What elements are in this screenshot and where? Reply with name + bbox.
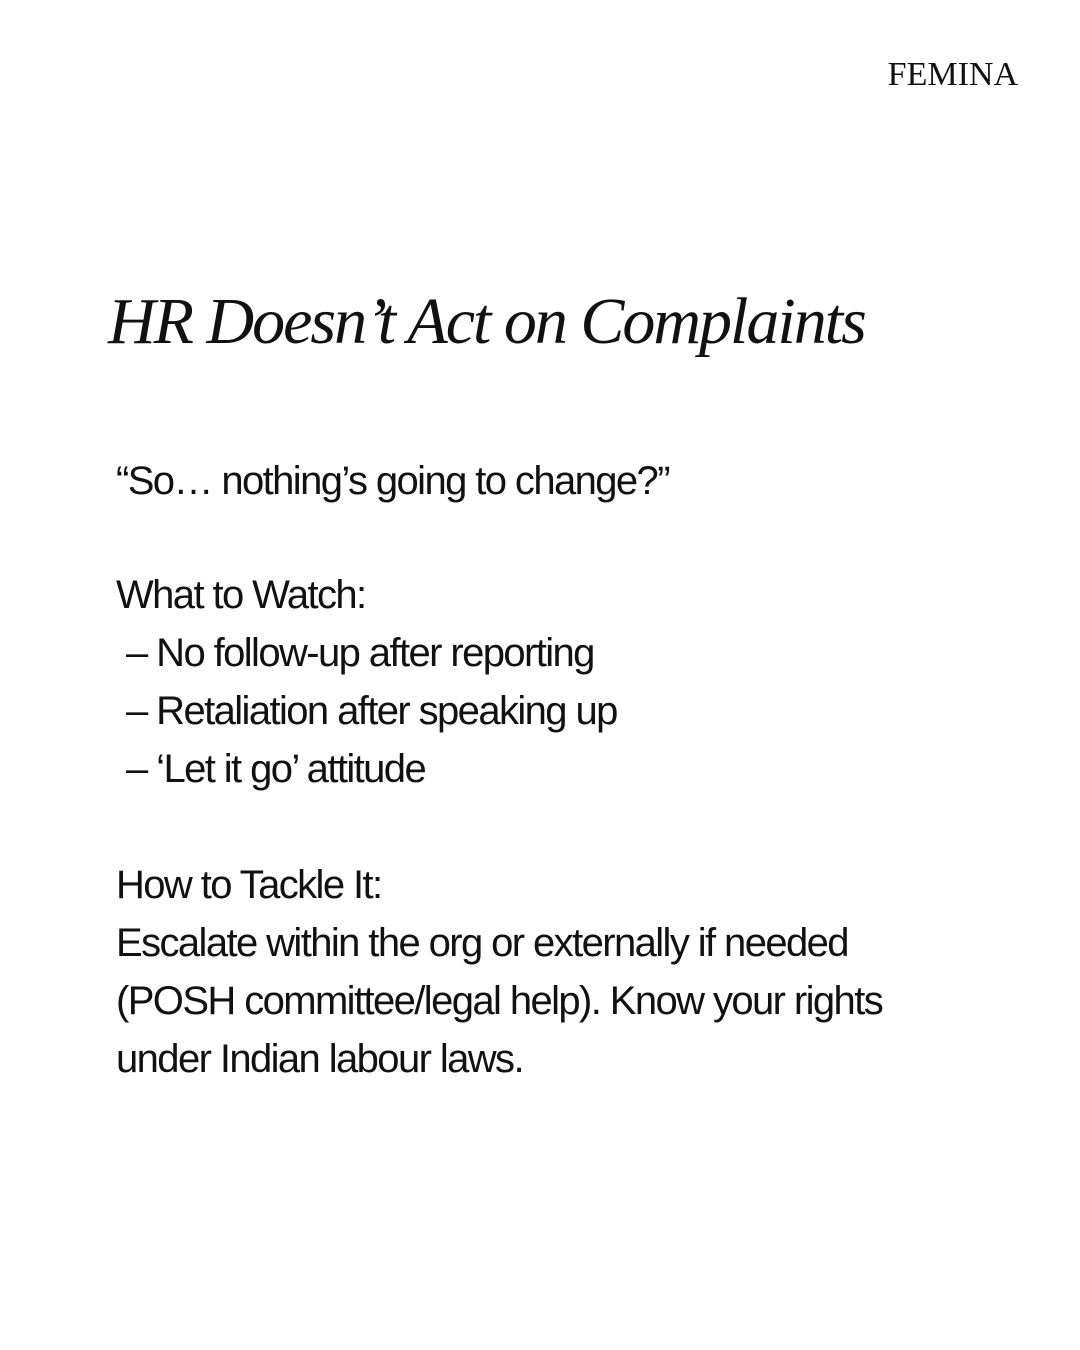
watch-item: – No follow-up after reporting <box>126 631 594 675</box>
tackle-line: Escalate within the org or externally if needed <box>116 921 848 965</box>
quote-text: “So… nothing’s going to change?” <box>116 459 669 503</box>
tackle-heading: How to Tackle It: <box>116 863 382 907</box>
tackle-line: under Indian labour laws. <box>116 1037 523 1081</box>
watch-section <box>116 566 1016 798</box>
brand-logo: FEMINA <box>887 56 1018 93</box>
tackle-section <box>116 856 1016 1088</box>
tackle-line: (POSH committee/legal help). Know your rights <box>116 979 883 1023</box>
watch-heading: What to Watch: <box>116 573 366 617</box>
watch-item: – Retaliation after speaking up <box>126 689 617 733</box>
page-title: HR Doesn’t Act on Complaints <box>108 285 865 358</box>
watch-item: – ‘Let it go’ attitude <box>126 747 426 791</box>
